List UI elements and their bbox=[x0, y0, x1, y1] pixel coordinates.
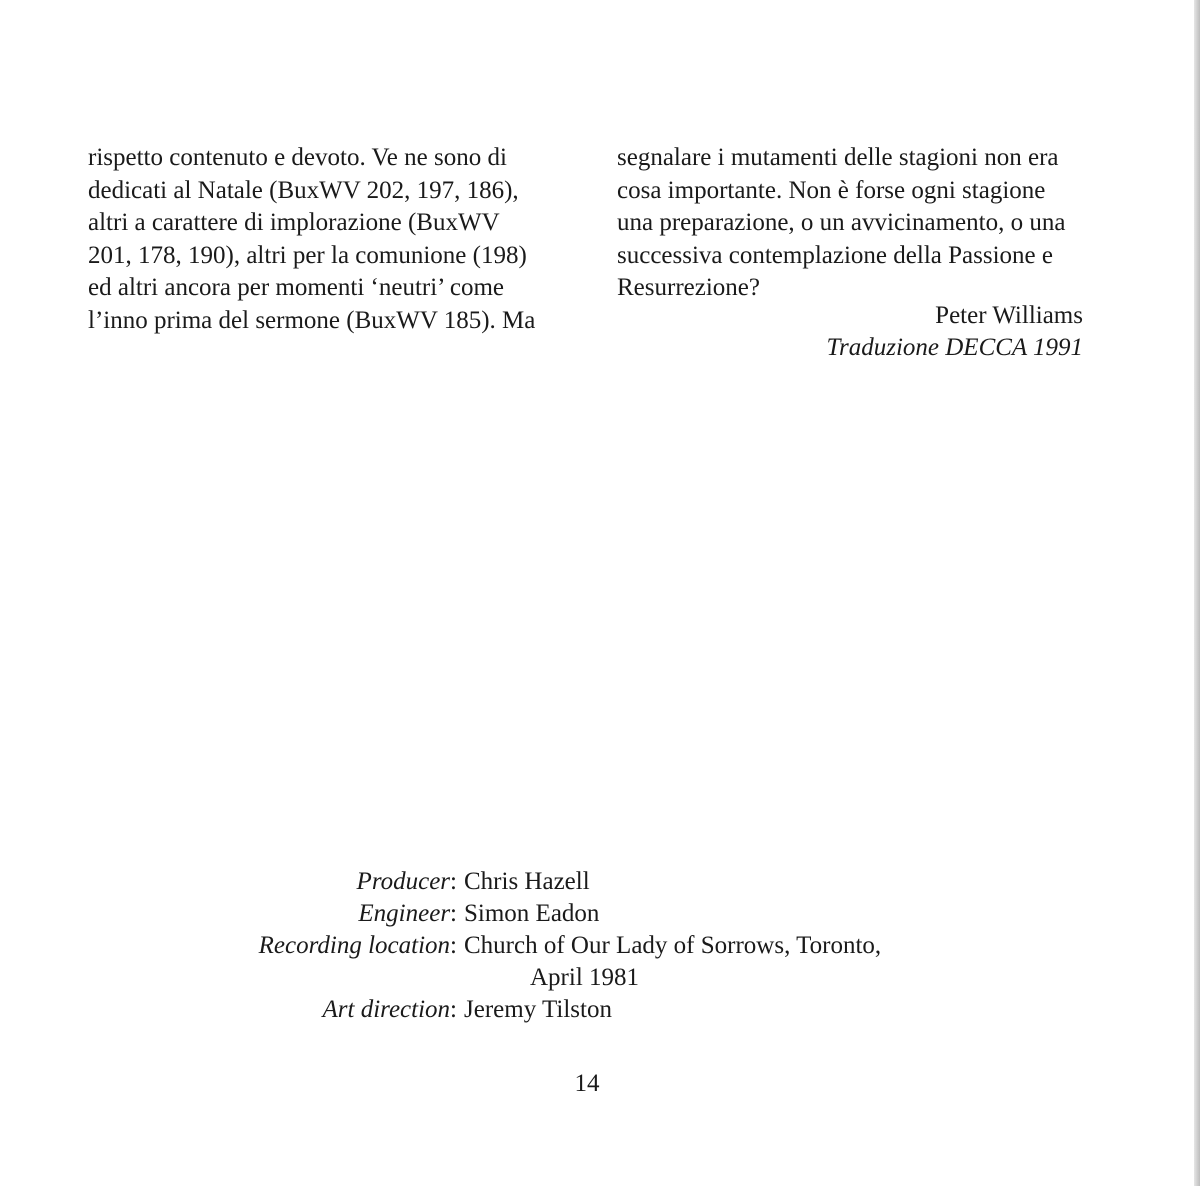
credit-value: Simon Eadon bbox=[464, 900, 600, 927]
credit-value: Church of Our Lady of Sorrows, Toronto, bbox=[464, 932, 882, 959]
credit-value: Jeremy Tilston bbox=[464, 996, 612, 1023]
body-line: dedicati al Natale (BuxWV 202, 197, 186), bbox=[88, 176, 519, 204]
body-line: una preparazione, o un avvicinamento, o una bbox=[617, 209, 1066, 236]
credit-row-location-date bbox=[0, 962, 1200, 994]
credit-label: Producer: bbox=[356, 868, 457, 895]
body-line: Resurrezione? bbox=[617, 274, 760, 301]
body-line: cosa importante. Non è forse ogni stagione bbox=[617, 176, 1046, 204]
credit-row-engineer bbox=[0, 898, 1200, 930]
body-line: l’inno prima del sermone (BuxWV 185). Ma bbox=[88, 306, 536, 334]
page-number: 14 bbox=[574, 1070, 600, 1097]
signature-block bbox=[826, 300, 1083, 364]
body-line: altri a carattere di implorazione (BuxWV bbox=[88, 209, 500, 236]
left-text-column bbox=[88, 142, 568, 337]
body-line: successiva contemplazione della Passione e bbox=[617, 241, 1053, 269]
body-line: ed altri ancora per momenti ‘neutri’ come bbox=[88, 274, 505, 301]
translation-credit: Traduzione DECCA 1991 bbox=[826, 334, 1083, 361]
credit-label: Recording location: bbox=[258, 932, 457, 959]
body-line: rispetto contenuto e devoto. Ve ne sono di bbox=[88, 144, 507, 171]
credit-label: Engineer: bbox=[358, 900, 457, 927]
credit-value: Chris Hazell bbox=[464, 868, 590, 895]
author-name: Peter Williams bbox=[935, 302, 1083, 329]
credit-row-location bbox=[0, 930, 1200, 962]
credit-label: Art direction: bbox=[322, 996, 457, 1023]
production-credits bbox=[0, 866, 1200, 1026]
credit-row-producer bbox=[0, 866, 1200, 898]
body-line: segnalare i mutamenti delle stagioni non era bbox=[617, 144, 1059, 171]
credit-row-art-direction bbox=[0, 994, 1200, 1026]
right-text-column bbox=[617, 142, 1097, 305]
credit-value: April 1981 bbox=[530, 964, 640, 991]
body-line: 201, 178, 190), altri per la comunione (198) bbox=[88, 241, 527, 269]
